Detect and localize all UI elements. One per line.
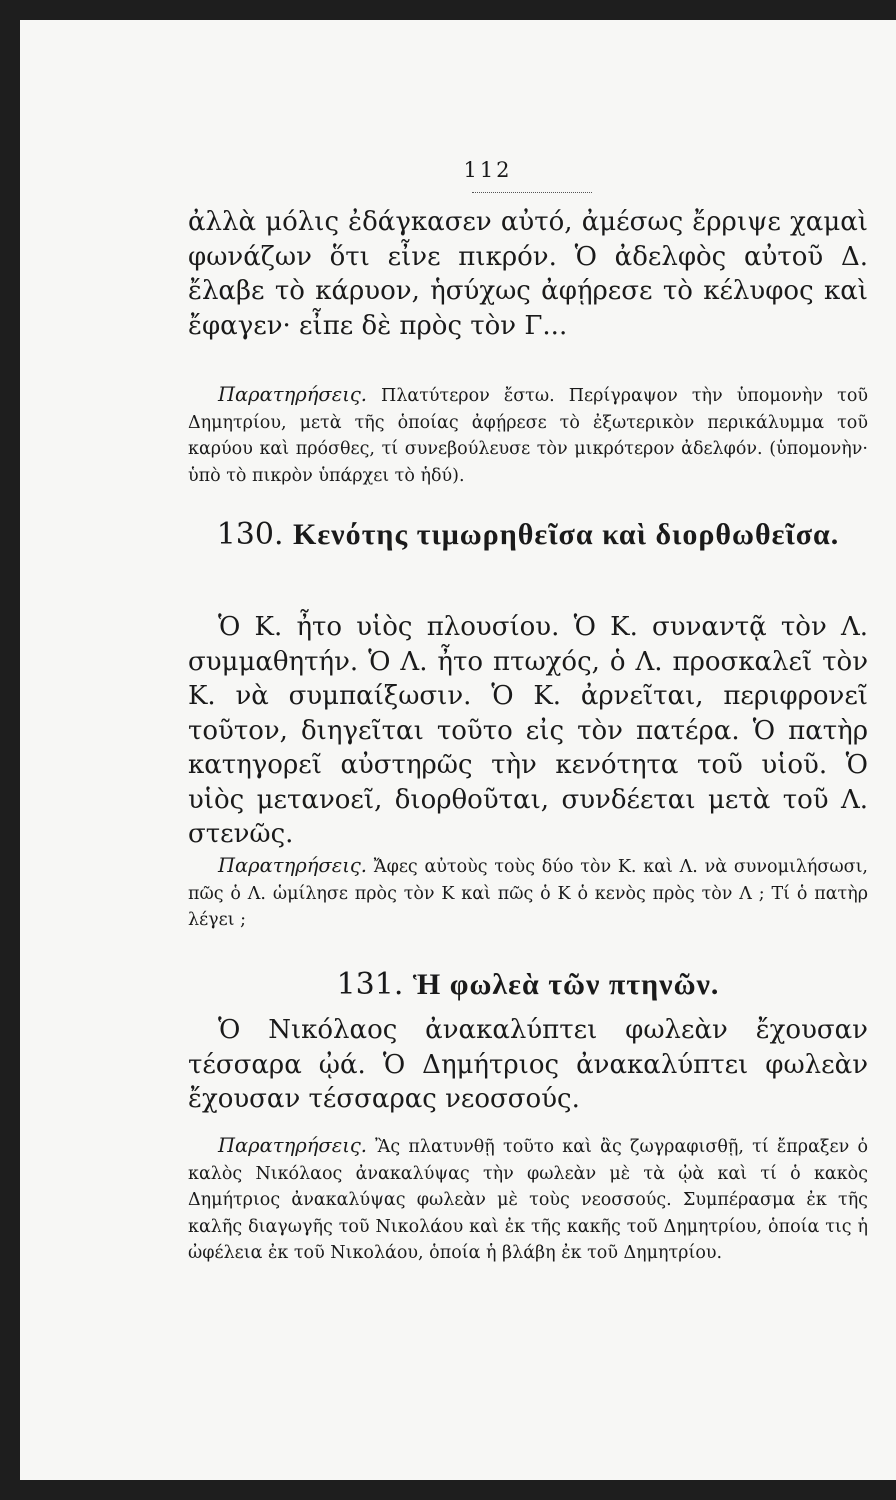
page-number: 112 xyxy=(463,158,513,182)
note-text: Ἂς πλατυνθῇ τοῦτο καὶ ἂς ζωγραφισθῇ, τί ἔπραξεν ὁ καλὸς Νικόλαος ἀνακαλύψας τὴν φωλεὰν μὲ τὰ ᾠὰ καὶ τί ὁ κακὸς Δημήτριος ἀνακαλύψας φωλεὰν μὲ τοὺς νεοσσούς. Συμπέρασμα ἐκ τῆς καλῆς διαγωγῆς τοῦ Νικολάου καὶ ἐκ τῆς κακῆς τοῦ Δημητρίου, ὁποία τις ἡ ὠφέλεια ἐκ τοῦ Νικολάου, ὁποία ἡ βλάβη ἐκ τοῦ Δημητρίου. xyxy=(188,1137,868,1263)
note-text: Πλατύτερον ἔστω. Περίγραψον τὴν ὑπομονὴν τοῦ Δημητρίου, μετὰ τῆς ὁποίας ἀφῄρεσε τὸ ἐξωτερικὸν περικάλυμμα τοῦ καρύου καὶ πρόσθες, τί συνεβούλευσε τὸν μικρότερον ἀδελφόν. (ὑπομονὴν· ὑπὸ τὸ πικρὸν ὑπάρχει τὸ ἡδύ). xyxy=(188,386,868,486)
intro-paragraph: ἀλλὰ μόλις ἐδάγκασεν αὐτό, ἀμέσως ἔρριψε χαμαὶ φωνάζων ὅτι εἶνε πικρόν. Ὁ ἀδελφὸς αὐτοῦ Δ. ἔλαβε τὸ κάρυον, ἡσύχως ἀφῄρεσε τὸ κέλυφος καὶ ἔφαγεν· εἶπε δὲ πρὸς τὸν Γ... xyxy=(188,207,868,341)
section-131-body: Ὁ Νικόλαος ἀνακαλύπτει φωλεὰν ἔχουσαν τέσσαρα ᾠά. Ὁ Δημήτριος ἀνακαλύπτει φωλεὰν ἔχουσαν τέσσαρας νεοσσούς. xyxy=(188,1015,868,1114)
note-label: Παρατηρήσεις. xyxy=(218,1134,367,1157)
section-number: 131. xyxy=(336,967,404,1002)
section-130-body: Ὁ Κ. ἦτο υἱὸς πλουσίου. Ὁ Κ. συναντᾷ τὸν Λ. συμμαθητήν. Ὁ Λ. ἦτο πτωχός, ὁ Λ. προσκαλεῖ τὸν Κ. νὰ συμπαίξωσιν. Ὁ Κ. ἀρνεῖται, περιφρονεῖ τοῦτον, διηγεῖται τοῦτο εἰς τὸν πατέρα. Ὁ πατὴρ κατηγορεῖ αὐστηρῶς τὴν κενότητα τοῦ υἱοῦ. Ὁ υἱὸς μετανοεῖ, διορθοῦται, συνδέεται μετὰ τοῦ Λ. στενῶς. xyxy=(188,612,868,849)
section-131-heading xyxy=(188,965,868,1005)
intro-note xyxy=(188,382,868,489)
section-130-note xyxy=(188,853,868,934)
section-131-note xyxy=(188,1133,868,1267)
section-title: Ἡ φωλεὰ τῶν πτηνῶν. xyxy=(412,968,720,1001)
note-text: Ἄφες αὐτοὺς τοὺς δύο τὸν Κ. καὶ Λ. νὰ συνομιλήσωσι, πῶς ὁ Λ. ὡμίλησε πρὸς τὸν Κ καὶ πῶς ὁ Κ ὁ κενὸς πρὸς τὸν Λ ; Τί ὁ πατὴρ λέγει ; xyxy=(188,857,868,930)
note-label: Παρατηρήσεις. xyxy=(218,383,367,406)
book-page xyxy=(20,20,896,1480)
note-label: Παρατηρήσεις. xyxy=(218,854,367,877)
header-rule xyxy=(472,192,592,193)
section-title: Κενότης τιμωρηθεῖσα καὶ διορθωθεῖσα. xyxy=(293,518,840,551)
section-130-heading xyxy=(188,515,868,555)
section-number: 130. xyxy=(216,517,284,552)
